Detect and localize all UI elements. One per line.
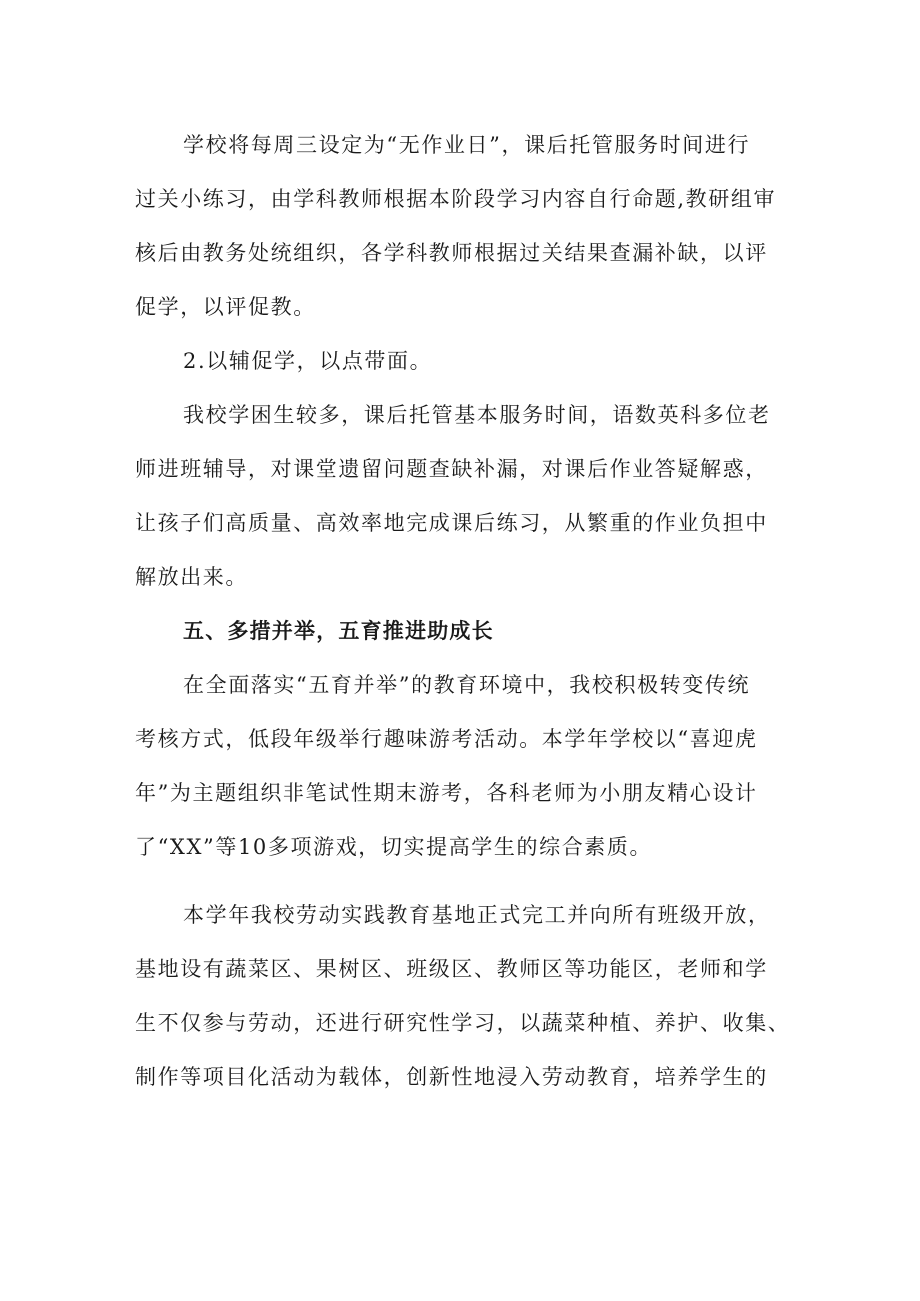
text-line: 在全面落实“五育并举”的教育环境中，我校积极转变传统: [183, 673, 751, 697]
text-line: 制作等项目化活动为载体，创新性地浸入劳动教育，培养学生的: [135, 1065, 768, 1089]
text-line: 学校将每周三设定为“无作业日”，课后托管服务时间进行: [183, 133, 751, 157]
text-line: 核后由教务处统组织，各学科教师根据过关结果查漏补缺，以评: [135, 241, 768, 265]
text-line: 过关小练习，由学科教师根据本阶段学习内容自行命题,教研组审: [135, 187, 777, 211]
paragraph-labor-base: [135, 888, 795, 1104]
text-line: 基地设有蔬菜区、果树区、班级区、教师区等功能区，老师和学: [135, 957, 768, 981]
text-line: 我校学困生较多，课后托管基本服务时间，语数英科多位老: [183, 403, 771, 427]
text-line: 师进班辅导，对课堂遗留问题查缺补漏，对课后作业答疑解惑，: [135, 457, 768, 481]
text-line: 促学，以评促教。: [135, 295, 316, 319]
section-heading: 五、多措并举，五育推进助成长: [183, 619, 494, 643]
subheading: 2.以辅促学，以点带面。: [183, 349, 433, 373]
text-line: 了“XX”等10多项游戏，切实提高学生的综合素质。: [135, 835, 653, 859]
paragraph-homework-free-day: [135, 118, 795, 334]
section-heading-five: [135, 604, 795, 658]
text-line: 年”为主题组织非笔试性期末游考，各科老师为小朋友精心设计: [135, 781, 758, 805]
text-line: 本学年我校劳动实践教育基地正式完工并向所有班级开放，: [183, 903, 771, 927]
paragraph-tutoring: [135, 388, 795, 604]
text-line: 解放出来。: [135, 565, 248, 589]
text-line: 生不仅参与劳动，还进行研究性学习，以蔬菜种植、养护、收集、: [135, 1011, 791, 1035]
paragraph-five-education: [135, 658, 795, 874]
paragraph-subheading-tutoring: [135, 334, 795, 388]
document-body: [135, 118, 795, 1104]
text-line: 让孩子们高质量、高效率地完成课后练习，从繁重的作业负担中: [135, 511, 768, 535]
paragraph-gap: [135, 874, 795, 888]
text-line: 考核方式，低段年级举行趣味游考活动。本学年学校以“喜迎虎: [135, 727, 758, 751]
